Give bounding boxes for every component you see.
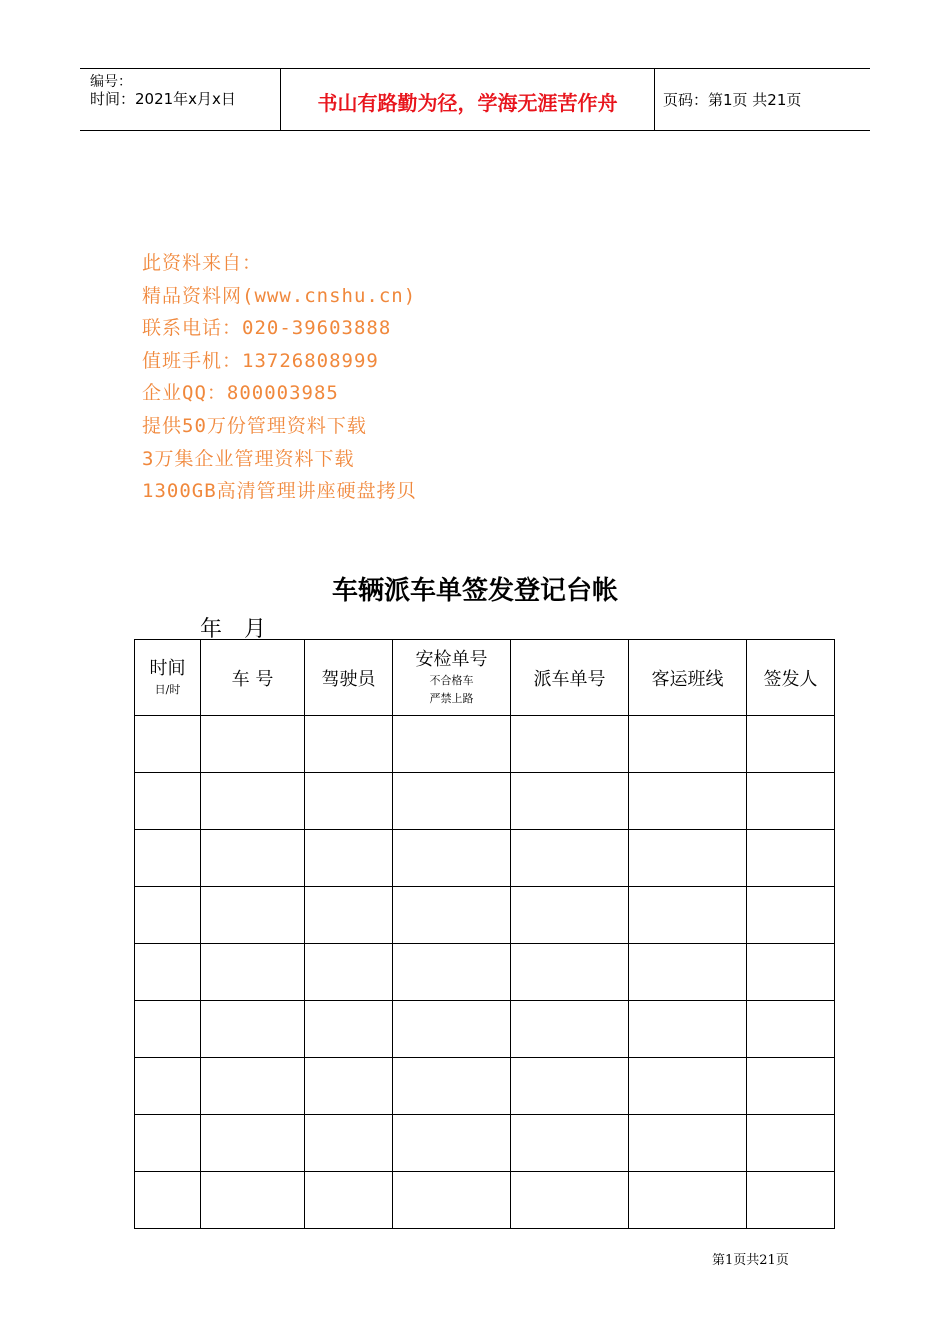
table-cell[interactable] xyxy=(511,944,629,1001)
table-cell[interactable] xyxy=(393,1172,511,1229)
promo-line: 此资料来自： xyxy=(142,252,263,274)
table-cell[interactable] xyxy=(393,716,511,773)
table-row xyxy=(135,773,835,830)
header-safety-sub2: 严禁上路 xyxy=(429,691,474,705)
table-cell[interactable] xyxy=(629,1001,747,1058)
promo-line: 提供50万份管理资料下载 xyxy=(142,414,367,437)
header-driver: 驾驶员 xyxy=(305,640,393,716)
table-cell[interactable] xyxy=(629,1058,747,1115)
table-cell[interactable] xyxy=(305,716,393,773)
table-cell[interactable] xyxy=(393,944,511,1001)
table-cell[interactable] xyxy=(511,830,629,887)
table-cell[interactable] xyxy=(135,887,201,944)
year-month-label: 年 月 xyxy=(200,617,267,642)
header-dispatch-no: 派车单号 xyxy=(511,640,629,716)
table-cell[interactable] xyxy=(305,1172,393,1229)
table-cell[interactable] xyxy=(747,773,835,830)
header-issuer: 签发人 xyxy=(747,640,835,716)
table-cell[interactable] xyxy=(135,1172,201,1229)
promo-line: 1300GB高清管理讲座硬盘拷贝 xyxy=(142,480,417,503)
table-cell[interactable] xyxy=(511,1001,629,1058)
dispatch-register-table xyxy=(134,639,835,1229)
table-cell[interactable] xyxy=(305,944,393,1001)
header-meta-cell xyxy=(80,69,281,130)
table-cell[interactable] xyxy=(629,887,747,944)
header-safety-check xyxy=(393,640,511,716)
page-header xyxy=(80,68,870,131)
header-safety-sub1: 不合格车 xyxy=(429,673,474,687)
table-cell[interactable] xyxy=(135,1058,201,1115)
table-cell[interactable] xyxy=(305,1001,393,1058)
document-title: 车辆派车单签发登记台帐 xyxy=(331,576,618,606)
table-cell[interactable] xyxy=(393,1058,511,1115)
header-safety-label: 安检单号 xyxy=(415,648,488,670)
table-cell[interactable] xyxy=(747,1172,835,1229)
document-date: 时间：2021年x月x日 xyxy=(90,90,236,108)
table-cell[interactable] xyxy=(747,1058,835,1115)
table-row xyxy=(135,1172,835,1229)
header-car-no: 车 号 xyxy=(201,640,305,716)
table-cell[interactable] xyxy=(629,830,747,887)
table-cell[interactable] xyxy=(747,830,835,887)
table-cell[interactable] xyxy=(201,1058,305,1115)
table-cell[interactable] xyxy=(201,1172,305,1229)
table-cell[interactable] xyxy=(629,944,747,1001)
table-cell[interactable] xyxy=(135,773,201,830)
table-cell[interactable] xyxy=(747,716,835,773)
table-row xyxy=(135,887,835,944)
table-cell[interactable] xyxy=(511,887,629,944)
table-row xyxy=(135,1001,835,1058)
table-cell[interactable] xyxy=(201,1001,305,1058)
promo-block xyxy=(142,250,417,511)
table-cell[interactable] xyxy=(201,716,305,773)
table-cell[interactable] xyxy=(201,887,305,944)
table-cell[interactable] xyxy=(135,944,201,1001)
table-cell[interactable] xyxy=(201,944,305,1001)
table-cell[interactable] xyxy=(747,1115,835,1172)
header-motto-cell xyxy=(281,69,655,130)
header-time-sub: 日/时 xyxy=(154,682,181,696)
table-row xyxy=(135,716,835,773)
promo-line: 3万集企业管理资料下载 xyxy=(142,447,355,470)
promo-line: 联系电话：020-39603888 xyxy=(142,317,392,340)
promo-line: 精品资料网(www.cnshu.cn) xyxy=(142,284,417,307)
table-cell[interactable] xyxy=(305,1058,393,1115)
table-cell[interactable] xyxy=(629,716,747,773)
table-cell[interactable] xyxy=(511,773,629,830)
table-cell[interactable] xyxy=(135,830,201,887)
header-route: 客运班线 xyxy=(629,640,747,716)
table-cell[interactable] xyxy=(135,1115,201,1172)
table-cell[interactable] xyxy=(511,1058,629,1115)
table-cell[interactable] xyxy=(629,1115,747,1172)
table-row xyxy=(135,1115,835,1172)
table-header-row xyxy=(135,640,835,716)
table-cell[interactable] xyxy=(305,887,393,944)
table-cell[interactable] xyxy=(393,773,511,830)
document-number-label: 编号： xyxy=(90,74,132,90)
footer-page-info: 第1页共21页 xyxy=(712,1253,789,1268)
table-cell[interactable] xyxy=(747,887,835,944)
table-cell[interactable] xyxy=(629,773,747,830)
header-page-info: 页码：第1页 共21页 xyxy=(663,91,802,109)
promo-line: 值班手机：13726808999 xyxy=(142,349,379,372)
table-cell[interactable] xyxy=(393,1001,511,1058)
table-cell[interactable] xyxy=(201,773,305,830)
header-page-cell xyxy=(655,69,870,130)
table-cell[interactable] xyxy=(201,1115,305,1172)
promo-line: 企业QQ：800003985 xyxy=(142,382,339,405)
table-cell[interactable] xyxy=(393,1115,511,1172)
header-motto: 书山有路勤为径，学海无涯苦作舟 xyxy=(317,91,618,115)
table-row xyxy=(135,1058,835,1115)
table-cell[interactable] xyxy=(629,1172,747,1229)
table-row xyxy=(135,944,835,1001)
table-cell[interactable] xyxy=(201,830,305,887)
header-time xyxy=(135,640,201,716)
table-cell[interactable] xyxy=(511,1115,629,1172)
table-cell[interactable] xyxy=(393,887,511,944)
table-cell[interactable] xyxy=(747,944,835,1001)
table-cell[interactable] xyxy=(135,716,201,773)
table-row xyxy=(135,830,835,887)
table-cell[interactable] xyxy=(393,830,511,887)
table-cell[interactable] xyxy=(305,773,393,830)
table-cell[interactable] xyxy=(511,1172,629,1229)
header-time-label: 时间 xyxy=(149,657,186,679)
table-body xyxy=(135,716,835,1229)
table-cell[interactable] xyxy=(305,830,393,887)
table-cell[interactable] xyxy=(511,716,629,773)
table-cell[interactable] xyxy=(135,1001,201,1058)
table-cell[interactable] xyxy=(305,1115,393,1172)
table-cell[interactable] xyxy=(747,1001,835,1058)
